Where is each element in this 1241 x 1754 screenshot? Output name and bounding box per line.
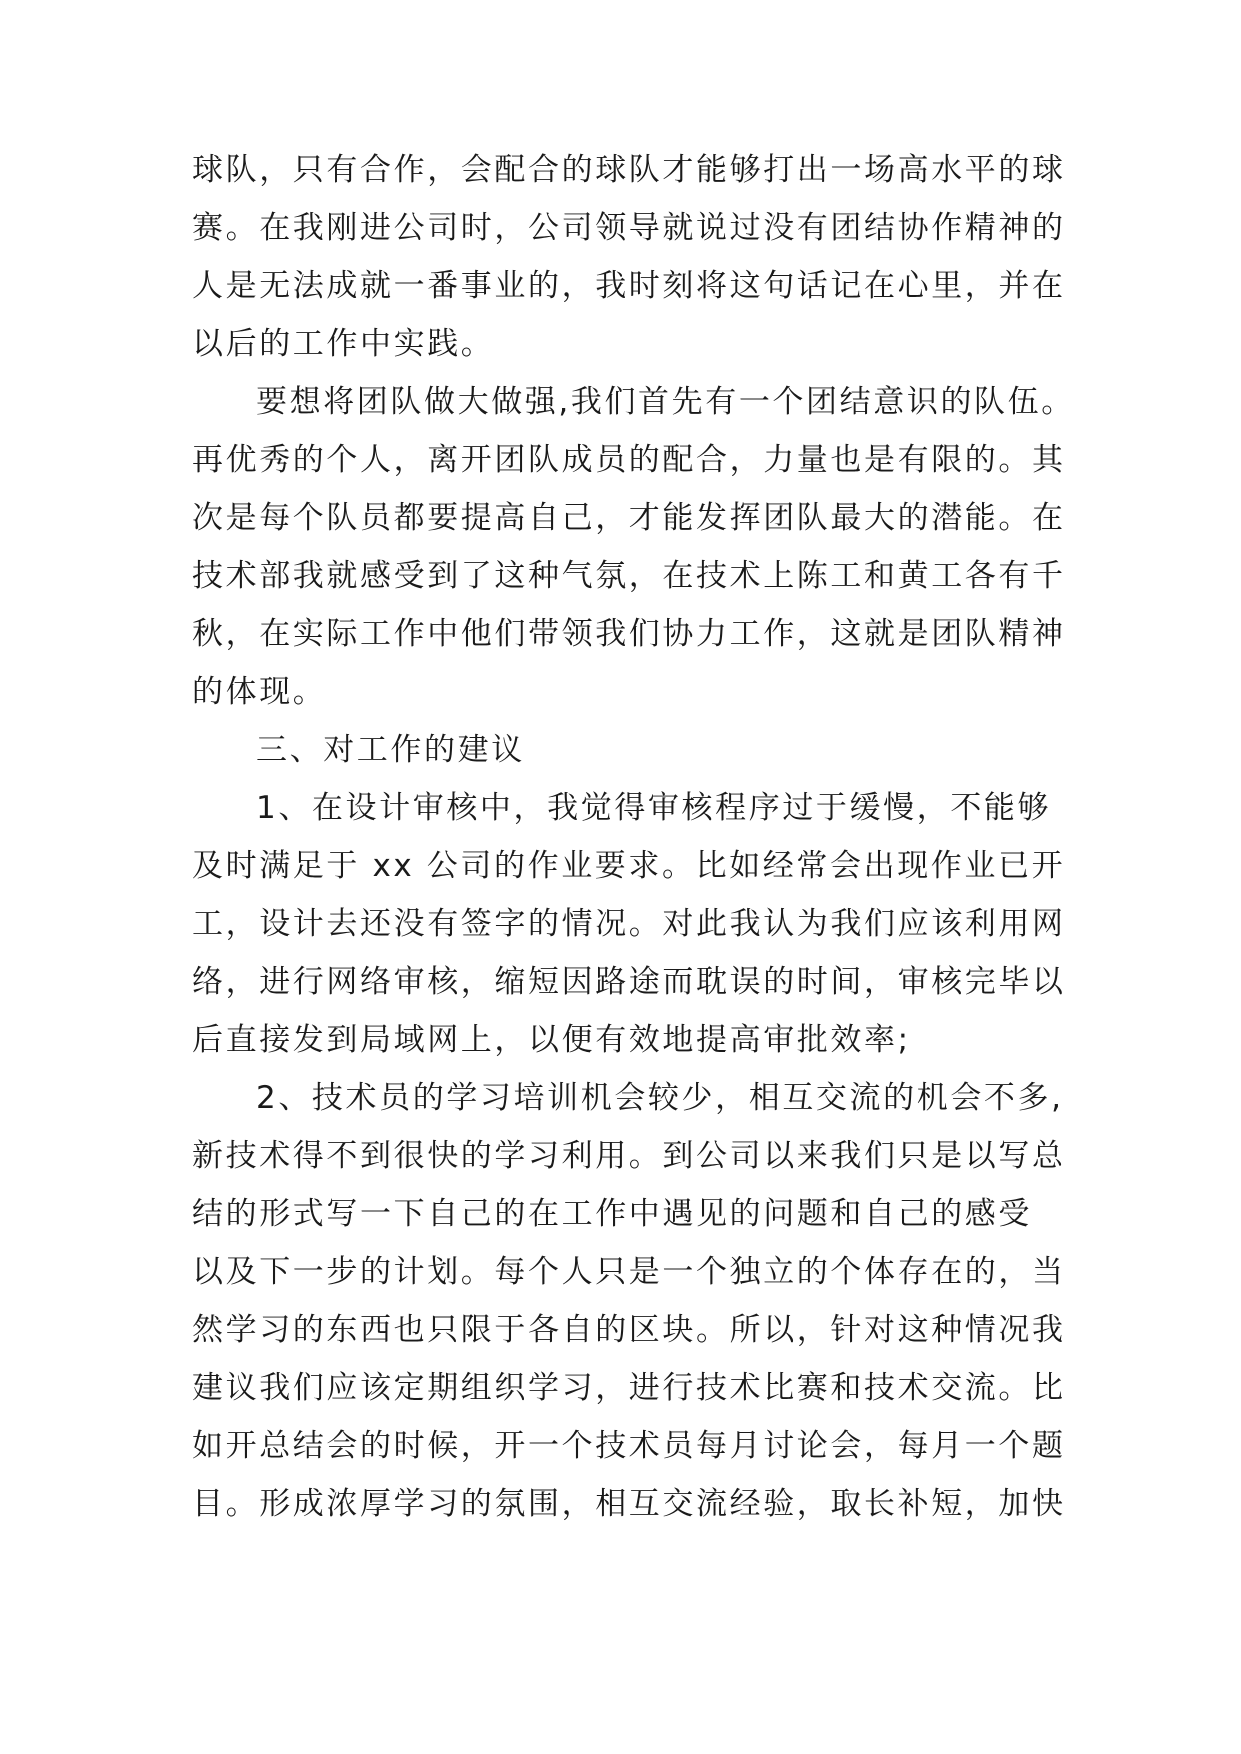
text-line: 如开总结会的时候，开一个技术员每月讨论会，每月一个题 [192, 1428, 1066, 1464]
text-line: 工，设计去还没有签字的情况。对此我认为我们应该利用网 [192, 906, 1066, 942]
text-line: 秋，在实际工作中他们带领我们协力工作，这就是团队精神 [192, 616, 1066, 652]
paragraph-first-line: 1、在设计审核中，我觉得审核程序过于缓慢，不能够 [256, 790, 1052, 826]
text-line: 技术部我就感受到了这种气氛，在技术上陈工和黄工各有千 [192, 558, 1066, 594]
text-line: 的体现。 [192, 674, 327, 710]
text-line: 次是每个队员都要提高自己，才能发挥团队最大的潜能。在 [192, 500, 1066, 536]
text-line: 结的形式写一下自己的在工作中遇见的问题和自己的感受 [192, 1196, 1032, 1232]
text-line: 赛。在我刚进公司时，公司领导就说过没有团结协作精神的 [192, 210, 1066, 246]
text-line: 新技术得不到很快的学习利用。到公司以来我们只是以写总 [192, 1138, 1066, 1174]
text-line: 然学习的东西也只限于各自的区块。所以，针对这种情况我 [192, 1312, 1066, 1348]
text-line: 建议我们应该定期组织学习，进行技术比赛和技术交流。比 [192, 1370, 1066, 1406]
paragraph-first-line: 2、技术员的学习培训机会较少，相互交流的机会不多, [256, 1080, 1064, 1116]
text-line: 球队，只有合作，会配合的球队才能够打出一场高水平的球 [192, 152, 1066, 188]
text-line: 及时满足于 xx 公司的作业要求。比如经常会出现作业已开 [192, 848, 1066, 884]
section-heading: 三、对工作的建议 [256, 732, 525, 768]
text-line: 人是无法成就一番事业的，我时刻将这句话记在心里，并在 [192, 268, 1066, 304]
text-line: 再优秀的个人，离开团队成员的配合，力量也是有限的。其 [192, 442, 1066, 478]
text-line: 后直接发到局域网上，以便有效地提高审批效率; [192, 1022, 911, 1058]
text-line: 目。形成浓厚学习的氛围，相互交流经验，取长补短，加快 [192, 1486, 1066, 1522]
text-line: 以及下一步的计划。每个人只是一个独立的个体存在的，当 [192, 1254, 1066, 1290]
text-line: 络，进行网络审核，缩短因路途而耽误的时间，审核完毕以 [192, 964, 1066, 1000]
paragraph-first-line: 要想将团队做大做强,我们首先有一个团结意识的队伍。 [256, 384, 1075, 420]
text-line: 以后的工作中实践。 [192, 326, 495, 362]
